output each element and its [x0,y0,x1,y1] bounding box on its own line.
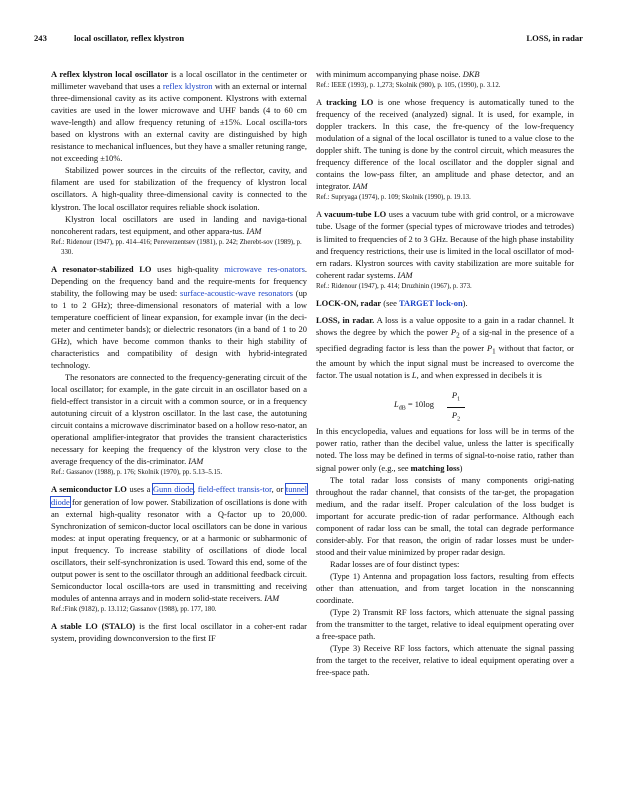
body-paragraph: (Type 2) Transmit RF loss factors, which attenuate the signal passing from the transmitter to the target, relative to ideal equipment operating over a free-space path. [316,607,574,642]
term-stable-lo: A stable LO (STALO) [51,620,136,631]
term-semiconductor-lo: A semiconductor LO [51,484,127,495]
term-tracking-lo: tracking LO [326,97,374,108]
body-paragraph: with minimum accompanying phase noise. DKB [316,69,480,79]
body-paragraph: The resonators are connected to the frequency-generating circuit of the local oscillator; for example, in the gate circuit in an oscillator based on a field-effect transistor in a circuit with a common source, or in a frequency autotuning circuit of a klystron oscillator. In the last case, the autotuning circuit contains a microwave discriminator based on a hollow reso-nator, an operational amplifier-integrator that provides the transient characteristics necessary for keeping the frequency of the klystron very close to the average frequency of the dis-criminator. IAM [51,372,307,467]
left-column [51,68,307,644]
term-vacuum-tube-lo: vacuum-tube LO [324,209,387,220]
author-initials: IAM [246,225,262,236]
link-field-effect-transistor[interactable]: field-effect transis-tor [197,484,272,495]
equation-lhs: $L_{dB} = 10\log$ [394,399,434,413]
resonator-stabilized-paragraph: A resonator-stabilized LO uses high-quality microwave res-onators. Depending on the frequency band and the require-ments for frequency stability, the following may be used: surface-acoustic-wave resonators (up to 1 to 2 GHz); three-dimensional resonators of material with a low temperature coefficient of linear expansion, for example invar (in the deci-meter and centimeter bands); or dielectric resonators (in a band of 1 to 20 GHz), which have become common thanks to their high stability of characteristics and compatibility of design with hybrid-integrated technology. [51,263,308,371]
body-paragraph: Stabilized power sources in the circuits of the reflector, cavity, and filament are used for stabilization of the frequency of klystron local oscillators. A high-quality three-dimensional cavity is connected to the klystron. The local oscillator requires reliable shock isolation. [51,165,307,212]
body-paragraph: The total radar loss consists of many components origi-nating throughout the radar channel, that consists of the tar-get, the propagation medium, and the radar itself. Proper calculation of the loss budget is important for accurate predic-tion of radar performance. Although each component of radar loss can be small, the total can degrade performance consider-ably. For that reason, the origin of radar losses must be under-stood and their value minimized by proper radar design. [316,474,574,557]
term-reflex-klystron-lo: A reflex klystron local oscillator [51,69,169,79]
term-matching-loss: matching loss [410,462,460,473]
link-tunnel-diode[interactable]: tunnel diode [51,484,308,507]
author-initials: IAM [352,181,368,192]
author-initials: IAM [397,269,413,280]
link-gunn-diode[interactable]: Gunn diode [152,484,194,495]
page-number: 243 [34,33,47,43]
author-initials: IAM [188,456,204,467]
body-paragraph: Radar losses are of four distinct types: [330,558,460,569]
link-saw-resonators[interactable]: surface-acoustic-wave resonators [180,287,293,298]
reference-line: Ref.: Gassanov (1988), p. 176; Skolnik (1970), pp. 5.13–5.15. [51,469,223,477]
loss-decibel-equation [316,389,574,421]
reflex-klystron-paragraph: A reflex klystron local oscillator is a local oscillator in the centimeter or millimeter waveband that uses a reflex klystron with an external or internal three-dimensional cavity as its active component. Klystrons with external cavities are used in the lower microwave and UHF bands (4 to 60 cm wave-length) and allow frequency retuning of ±15%. Local oscilla-tors based on klystrons with an external cavity are distinguished by high resistance to mechanical influences, but they have a smaller retuning range, not exceeding ±10%. [51,69,308,164]
lock-on-entry: LOCK-ON, radar (see TARGET lock-on). [316,297,468,308]
body-paragraph: (Type 3) Receive RF loss factors, which attenuate the signal passing from the target to the receiver, relative to ideal equipment operating over a free-space path. [316,643,574,678]
author-initials: DKB [462,69,480,79]
equation-fraction: $\frac{P_1}{P_2}$ [447,389,465,425]
reference-line: Ref.: Ridenour (1947), p. 414; Druzhinin (1967), p. 373. [316,282,472,290]
link-microwave-resonators[interactable]: microwave res-onators [224,263,305,274]
reference-line: Ref.: Ridenour (1947), pp. 414–416; Pereverzentsev (1981), p. 242; Zherebt-sov (1989), p. 330. [51,238,302,256]
link-target-lock-on[interactable]: TARGET lock-on [398,297,463,308]
term-resonator-stabilized-lo: A resonator-stabilized LO [51,263,152,274]
header-right-title: LOSS, in radar [526,33,583,43]
body-paragraph: Klystron local oscillators are used in landing and naviga-tional noncoherent radars, test equipment, and other appara-tus. IAM [51,213,307,236]
page-header [34,33,583,47]
body-paragraph: (Type 1) Antenna and propagation loss factors, resulting from effects other than attenuation, and from target location in the nonscanning coordinate. [316,570,574,606]
reference-line: Ref.: IEEE (1993), p. 1,273; Skolnik (980), p. 105, (1990), p. 3.12. [316,82,501,90]
link-reflex-klystron[interactable]: reflex klystron [162,81,213,92]
reference-line: Ref.:Fink (9182), p. 13.112; Gassanov (1988), pp. 177, 180. [51,605,217,613]
vacuum-tube-lo-paragraph: A vacuum-tube LO uses a vacuum tube with grid control, or a microwave tube. Usage of the former (special types of microwave triodes and tetrodes) is limited to frequencies of 2 to 3 GHz. Because of the high phase instability and frequency restrictions, their use is limited in the local oscillator of mod-ern radars. Klystron sources with cavity stabilization are more suitable for coherent radar systems. IAM [316,209,574,280]
stable-lo-paragraph: A stable LO (STALO) is the first local oscillator in a coher-ent radar system, providing downconversion to the first IF [51,620,307,643]
term-lock-on-radar: LOCK-ON, radar [316,297,382,308]
semiconductor-lo-paragraph: A semiconductor LO uses a Gunn diode, field-effect transis-tor, or tunnel diode for generation of low power. Stabilization of oscillations is done with an external high-quality resonator with a Q-factor up to 20,000. Synchronization of semicon-ductor local oscillators can be done in various modes: at input operating frequency, or at a harmonic or subharmonic of input frequency. To increase stability of oscillations of diode local oscillators, their self-synchronization is used. Toward this end, some of the output power is sent to the oscillator through an additional feedback circuit. Semiconductor local oscilla-tors are used in transmitting and receiving modules of antenna arrays and in modern solid-state receivers. IAM [51,484,308,603]
reference-line: Ref.: Supryaga (1974), p. 109; Skolnik (1990), p. 19.13. [316,194,471,202]
right-column [316,68,574,678]
author-initials: IAM [264,592,280,603]
term-loss-in-radar: LOSS, in radar. [316,314,375,325]
tracking-lo-paragraph: A tracking LO is one whose frequency is automatically tuned to the frequency of the received (analyzed) signal. It is used, for example, in doppler trackers. In this case, the fre-quency of the low-frequency modulation of a signal of the local oscillator is tuned to a value close to the doppler shift. The tuning is done by the control circuit, which measures the frequency difference of the local oscillator and the doppler signal and contains the low-pass filter, an amplitude and phase detector, and an integrator. IAM [316,97,574,192]
body-paragraph: In this encyclopedia, values and equations for loss will be in terms of the power ratio, rather than the decibel value, unless the latter is specifically noted. The loss may be defined in terms of signal-to-noise ratio, rather than signal power only (e.g., see matching loss) [316,426,574,473]
header-left-title: local oscillator, reflex klystron [74,33,185,43]
loss-in-radar-paragraph: LOSS, in radar. A loss is a value opposite to a gain in a radar channel. It shows the degree by which the power $P_2$ of a sig-nal in the presence of a specified degrading factor is less than the power $P_1$ without that factor, or the amount by which the input signal must be increased to overcome the factor. The usual notation is L, and when expressed in decibels it is [316,314,574,381]
